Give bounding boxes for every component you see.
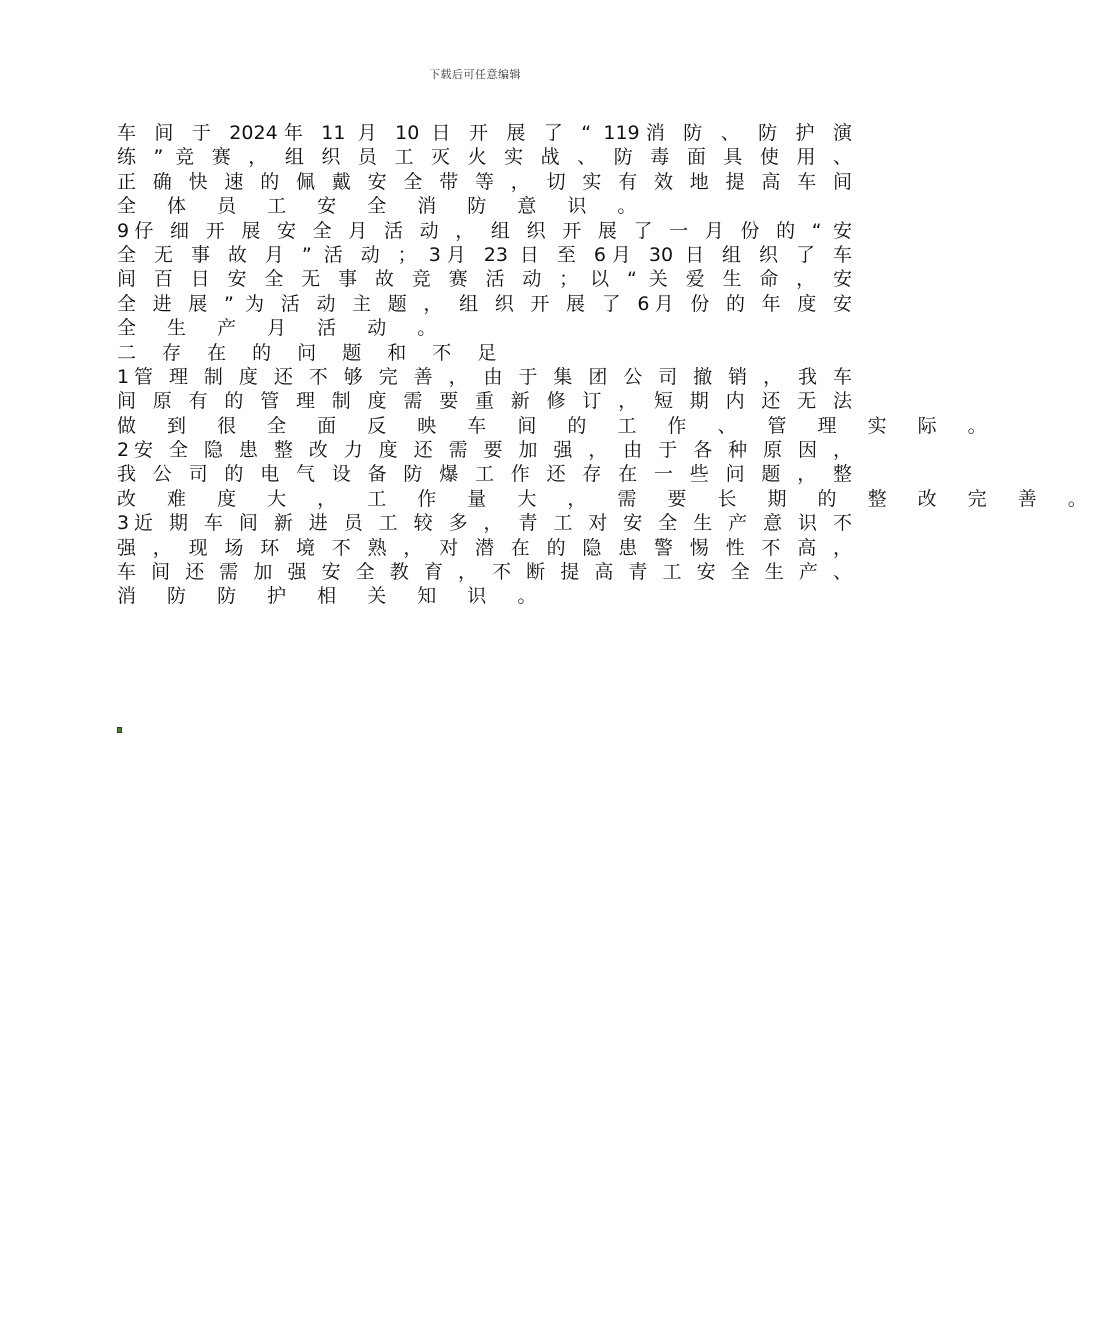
text-line: 2安 全 隐 患 整 改 力 度 还 需 要 加 强 ， 由 于 各 种 原 因 ， [117,439,852,462]
section-heading-problems [117,341,852,365]
text-line: 1管 理 制 度 还 不 够 完 善 ， 由 于 集 团 公 司 撤 销 ， 我 车 [117,365,852,388]
text-line: 练 ” 竞 赛 ， 组 织 员 工 灭 火 实 战 、 防 毒 面 具 使 用 、 [117,146,852,169]
document-body [117,121,1099,609]
text-line: 强 ， 现 场 环 境 不 熟 ， 对 潜 在 的 隐 患 警 惕 性 不 高 ， [117,536,852,559]
section-heading: 二 存 在 的 问 题 和 不 足 [117,341,507,364]
paragraph-problem-2 [117,438,1099,511]
text-line: 全 进 展 ” 为 活 动 主 题 ， 组 织 开 展 了 6月 份 的 年 度 安 [117,292,852,315]
image-placeholder-icon [117,727,122,733]
text-line: 正 确 快 速 的 佩 戴 安 全 带 等 ， 切 实 有 效 地 提 高 车 间 [117,170,852,193]
text-line: 做 到 很 全 面 反 映 车 间 的 工 作 、 管 理 实 际 。 [117,414,1000,437]
paragraph-problem-3 [117,511,852,609]
paragraph-safety-month [117,219,852,341]
paragraph-fire-drill [117,121,852,219]
text-line: 我 公 司 的 电 气 设 备 防 爆 工 作 还 存 在 一 些 问 题 ， 整 [117,463,852,486]
text-line: 改 难 度 大 ， 工 作 量 大 ， 需 要 长 期 的 整 改 完 善 。 [117,487,1099,510]
page-header: 下载后可任意编辑 [429,68,521,81]
text-line: 9仔 细 开 展 安 全 月 活 动 ， 组 织 开 展 了 一 月 份 的 “ 安 [117,219,852,242]
text-line: 全 生 产 月 活 动 。 [117,317,449,340]
text-line: 间 原 有 的 管 理 制 度 需 要 重 新 修 订 ， 短 期 内 还 无 法 [117,390,852,413]
text-line: 全 无 事 故 月 ” 活 动 ； 3月 23 日 至 6月 30 日 组 织 了 车 [117,243,852,266]
text-line: 全 体 员 工 安 全 消 防 意 识 。 [117,195,649,218]
text-line: 车 间 还 需 加 强 安 全 教 育 ， 不 断 提 高 青 工 安 全 生 产 、 [117,561,852,584]
text-line: 3近 期 车 间 新 进 员 工 较 多 ， 青 工 对 安 全 生 产 意 识 不 [117,512,852,535]
paragraph-problem-1 [117,365,1000,438]
text-line: 车 间 于 2024年 11 月 10 日 开 展 了 “ 119消 防 、 防 护 演 [117,122,852,144]
text-line: 间 百 日 安 全 无 事 故 竞 赛 活 动 ； 以 “ 关 爱 生 命 ， 安 [117,268,852,291]
text-line: 消 防 防 护 相 关 知 识 。 [117,585,549,608]
